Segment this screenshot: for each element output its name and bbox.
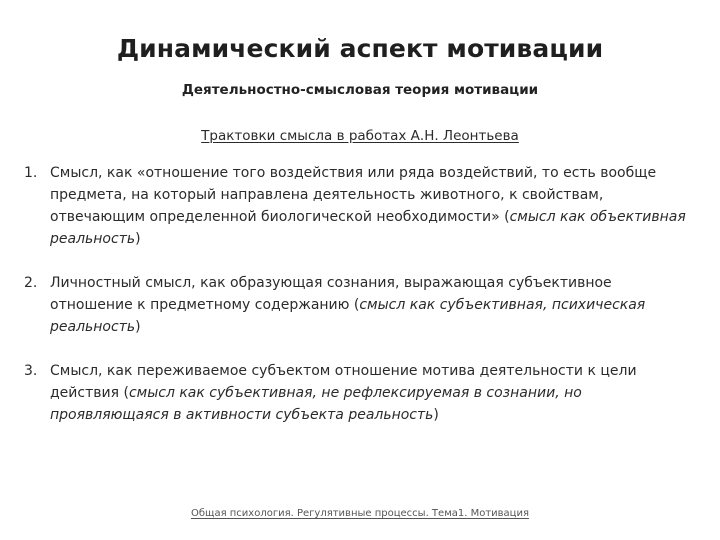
list-item-main-text: Смысл, как переживаемое субъектом отношение мотива деятельности к цели действия ( xyxy=(50,363,637,401)
slide-title: Динамический аспект мотивации xyxy=(116,34,604,63)
list-item-text xyxy=(50,275,645,335)
list-item-italic-note: смысл как субъективная, психическая реальность xyxy=(50,297,646,335)
list-item xyxy=(24,272,696,338)
list-item-number: 3. xyxy=(24,363,38,379)
list-item-text xyxy=(50,363,637,423)
slide-subtitle: Деятельностно-смысловая теория мотивации xyxy=(181,82,539,98)
section-heading xyxy=(0,128,720,144)
list-item-closing: ) xyxy=(135,319,141,335)
list-item-main-text: Личностный смысл, как образующая сознания, выражающая субъективное отношение к предметному содержанию ( xyxy=(50,275,612,313)
footer-text: Общая психология. Регулятивные процессы. Тема1. Мотивация xyxy=(190,508,529,519)
section-heading-text: Трактовки смысла в работах А.Н. Леонтьева xyxy=(201,128,519,144)
list-item-closing: ) xyxy=(433,407,439,423)
list-item-italic-note: смысл как субъективная, не рефлексируемая в сознании, но проявляющаяся в активности субъекта реальность xyxy=(50,385,582,423)
list-item-number: 2. xyxy=(24,275,38,291)
list-item xyxy=(24,360,696,426)
list-item-closing: ) xyxy=(135,231,141,247)
list-item-main-text: Смысл, как «отношение того воздействия или ряда воздействий, то есть вообще предмета, на который направлена деятельность животного, к свойствам, отвечающим определенной биологической необходимости» ( xyxy=(50,165,657,225)
slide-footer xyxy=(0,508,720,519)
list-item-number: 1. xyxy=(24,165,38,181)
list-item-italic-note: смысл как объективная реальность xyxy=(50,209,686,247)
list-item-text xyxy=(50,165,686,247)
list-item xyxy=(24,162,696,250)
meaning-interpretations-list xyxy=(24,162,696,426)
